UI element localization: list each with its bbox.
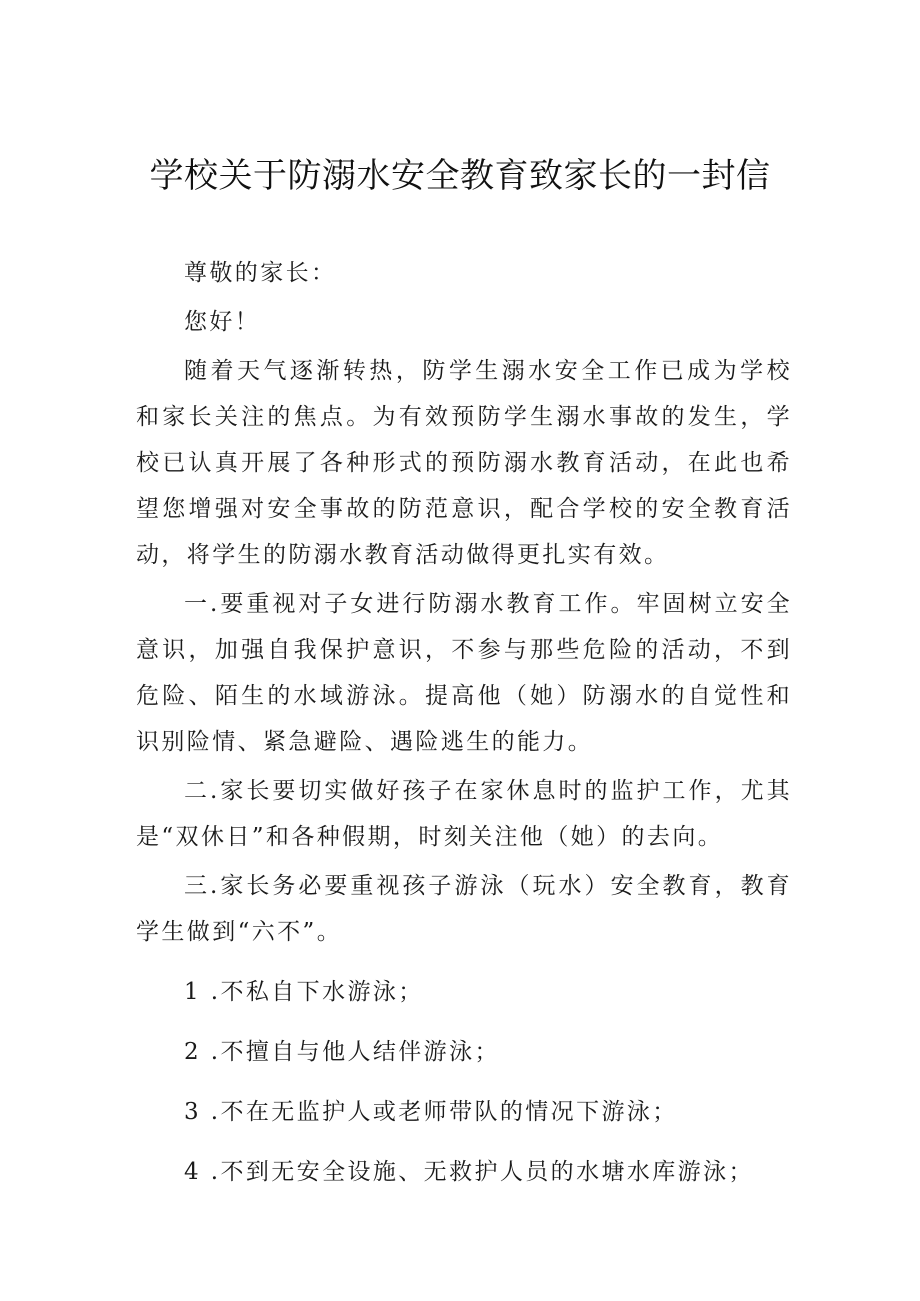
rule-number: 1 (184, 979, 202, 1005)
intro-paragraph: 随着天气逐渐转热，防学生溺水安全工作已成为学校和家长关注的焦点。为有效预防学生溺水事故的发生，学校已认真开展了各种形式的预防溺水教育活动，在此也希望您增强对安全事故的防范意识，配合学校的安全教育活动，将学生的防溺水教育活动做得更扎实有效。 (136, 358, 792, 568)
document-title: 学校关于防溺水安全教育致家长的一封信 (149, 156, 771, 196)
rule-item (136, 1089, 792, 1135)
rule-number: 4 (184, 1159, 202, 1185)
rule-text: .不在无监护人或老师带队的情况下游泳； (210, 1099, 678, 1125)
rule-text: .不到无安全设施、无救护人员的水塘水库游泳； (210, 1159, 754, 1185)
rule-text: .不私自下水游泳； (210, 979, 424, 1005)
rule-text: .不擅自与他人结伴游泳； (210, 1039, 500, 1065)
salutation: 尊敬的家长： (184, 260, 337, 286)
greeting: 您好！ (184, 309, 261, 335)
rule-number: 2 (184, 1039, 202, 1065)
rule-number: 3 (184, 1099, 202, 1125)
rule-item (136, 969, 792, 1015)
letter-body (136, 250, 792, 1209)
rule-item (136, 1029, 792, 1075)
point-two: 二.家长要切实做好孩子在家休息时的监护工作，尤其是“双休日”和各种假期，时刻关注他（她）的去向。 (136, 778, 792, 850)
point-one: 一.要重视对子女进行防溺水教育工作。牢固树立安全意识，加强自我保护意识，不参与那些危险的活动，不到危险、陌生的水域游泳。提高他（她）防溺水的自觉性和识别险情、紧急避险、遇险逃生的能力。 (136, 591, 792, 755)
rule-item (136, 1149, 792, 1195)
point-three: 三.家长务必要重视孩子游泳（玩水）安全教育，教育学生做到“六不”。 (136, 873, 792, 945)
